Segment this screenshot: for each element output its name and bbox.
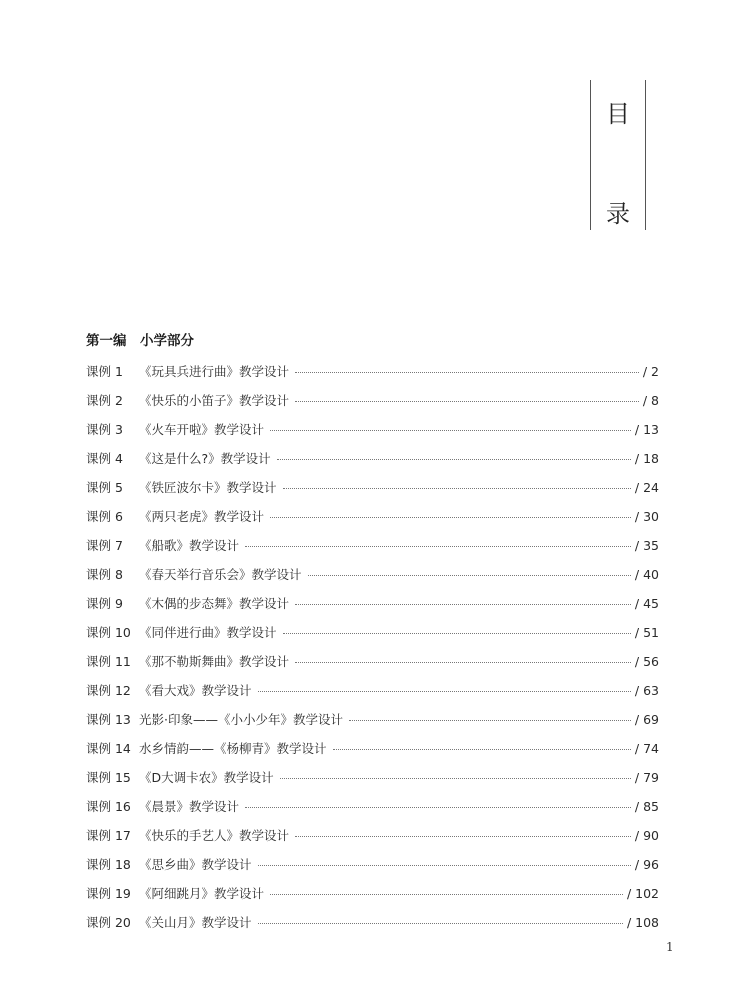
toc-entry-number: 课例 13	[86, 712, 131, 727]
toc-dot-leader	[283, 633, 631, 634]
toc-entry-number: 课例 6	[86, 509, 123, 524]
toc-dot-leader	[258, 691, 631, 692]
toc-entry-title: 光影·印象——《小小少年》教学设计	[139, 712, 343, 727]
toc-entry-page: / 18	[634, 451, 659, 466]
toc-entry[interactable]	[86, 420, 659, 449]
toc-entry-number: 课例 17	[86, 828, 131, 843]
toc-entry-title: 《阿细跳月》教学设计	[139, 886, 265, 901]
toc-entry-number: 课例 7	[86, 538, 123, 553]
toc-entry-page: / 63	[634, 683, 659, 698]
toc-entry-page: / 85	[634, 799, 659, 814]
toc-entry-title: 《思乡曲》教学设计	[139, 857, 252, 872]
toc-entry[interactable]	[86, 884, 659, 913]
toc-entry-page: / 69	[634, 712, 659, 727]
toc-entry-number: 课例 14	[86, 741, 131, 756]
toc-entry-page: / 13	[634, 422, 659, 437]
toc-entry-title: 《船歌》教学设计	[139, 538, 240, 553]
toc-entry[interactable]	[86, 478, 659, 507]
toc-entry-page: / 2	[642, 364, 659, 379]
toc-entry-number: 课例 11	[86, 654, 131, 669]
toc-entry-page: / 35	[634, 538, 659, 553]
toc-entry-title: 《火车开啦》教学设计	[139, 422, 265, 437]
toc-dot-leader	[295, 372, 639, 373]
toc-entry[interactable]	[86, 797, 659, 826]
toc-entry-page: / 51	[634, 625, 659, 640]
toc-dot-leader	[295, 401, 639, 402]
toc-dot-leader	[308, 575, 631, 576]
toc-entry-title: 《关山月》教学设计	[139, 915, 252, 930]
toc-dot-leader	[283, 488, 631, 489]
toc-entry[interactable]	[86, 594, 659, 623]
toc-entry-title: 《晨景》教学设计	[139, 799, 240, 814]
toc-entry-page: / 74	[634, 741, 659, 756]
toc-entry-page: / 56	[634, 654, 659, 669]
toc-entry-page: / 96	[634, 857, 659, 872]
toc-dot-leader	[349, 720, 631, 721]
page-number: 1	[666, 940, 674, 954]
toc-dot-leader	[270, 517, 631, 518]
toc-dot-leader	[277, 459, 631, 460]
toc-entry-title: 《这是什么?》教学设计	[139, 451, 271, 466]
toc-entry-title: 《春天举行音乐会》教学设计	[139, 567, 302, 582]
toc-entry-title: 《D大调卡农》教学设计	[139, 770, 274, 785]
section-heading: 第一编 小学部分	[86, 333, 194, 349]
toc-dot-leader	[333, 749, 631, 750]
toc-entry[interactable]	[86, 449, 659, 478]
toc-dot-leader	[295, 662, 631, 663]
toc-entry-page: / 40	[634, 567, 659, 582]
toc-entry-title: 《两只老虎》教学设计	[139, 509, 265, 524]
toc-entry[interactable]	[86, 826, 659, 855]
toc-entry-title: 《铁匠波尔卡》教学设计	[139, 480, 277, 495]
toc-entry[interactable]	[86, 507, 659, 536]
toc-entry-number: 课例 5	[86, 480, 123, 495]
toc-entry[interactable]	[86, 362, 659, 391]
toc-entry-number: 课例 19	[86, 886, 131, 901]
toc-entry-title: 《同伴进行曲》教学设计	[139, 625, 277, 640]
toc-entry-title: 水乡情韵——《杨柳青》教学设计	[139, 741, 327, 756]
toc-entry-number: 课例 16	[86, 799, 131, 814]
toc-entry-page: / 45	[634, 596, 659, 611]
toc-dot-leader	[258, 923, 623, 924]
toc-entry[interactable]	[86, 913, 659, 942]
toc-entry-page: / 24	[634, 480, 659, 495]
toc-list	[86, 362, 659, 942]
toc-entry[interactable]	[86, 536, 659, 565]
toc-entry-number: 课例 9	[86, 596, 123, 611]
toc-entry[interactable]	[86, 739, 659, 768]
toc-title-char-1: 目	[606, 100, 630, 128]
toc-entry-number: 课例 10	[86, 625, 131, 640]
toc-title-box	[590, 80, 646, 230]
toc-entry-title: 《看大戏》教学设计	[139, 683, 252, 698]
toc-entry[interactable]	[86, 855, 659, 884]
toc-entry-number: 课例 18	[86, 857, 131, 872]
toc-dot-leader	[270, 894, 623, 895]
toc-dot-leader	[245, 546, 631, 547]
toc-entry-number: 课例 3	[86, 422, 123, 437]
toc-entry-number: 课例 15	[86, 770, 131, 785]
toc-entry-title: 《快乐的小笛子》教学设计	[139, 393, 290, 408]
toc-entry-page: / 108	[626, 915, 659, 930]
toc-entry[interactable]	[86, 652, 659, 681]
toc-title-char-2: 录	[606, 200, 630, 228]
toc-entry-page: / 30	[634, 509, 659, 524]
toc-entry-number: 课例 1	[86, 364, 123, 379]
toc-entry-number: 课例 2	[86, 393, 123, 408]
toc-entry[interactable]	[86, 710, 659, 739]
toc-entry[interactable]	[86, 681, 659, 710]
toc-entry-number: 课例 12	[86, 683, 131, 698]
toc-entry-number: 课例 4	[86, 451, 123, 466]
toc-entry-page: / 90	[634, 828, 659, 843]
toc-dot-leader	[295, 604, 631, 605]
toc-entry[interactable]	[86, 768, 659, 797]
toc-dot-leader	[270, 430, 631, 431]
toc-entry-number: 课例 20	[86, 915, 131, 930]
toc-entry-title: 《玩具兵进行曲》教学设计	[139, 364, 290, 379]
toc-dot-leader	[295, 836, 631, 837]
toc-entry-title: 《那不勒斯舞曲》教学设计	[139, 654, 290, 669]
toc-dot-leader	[245, 807, 631, 808]
toc-entry-title: 《快乐的手艺人》教学设计	[139, 828, 290, 843]
toc-entry[interactable]	[86, 565, 659, 594]
toc-entry-number: 课例 8	[86, 567, 123, 582]
toc-entry[interactable]	[86, 391, 659, 420]
toc-dot-leader	[280, 778, 631, 779]
toc-dot-leader	[258, 865, 631, 866]
toc-entry-title: 《木偶的步态舞》教学设计	[139, 596, 290, 611]
toc-entry-page: / 102	[626, 886, 659, 901]
toc-entry-page: / 79	[634, 770, 659, 785]
toc-entry[interactable]	[86, 623, 659, 652]
toc-entry-page: / 8	[642, 393, 659, 408]
